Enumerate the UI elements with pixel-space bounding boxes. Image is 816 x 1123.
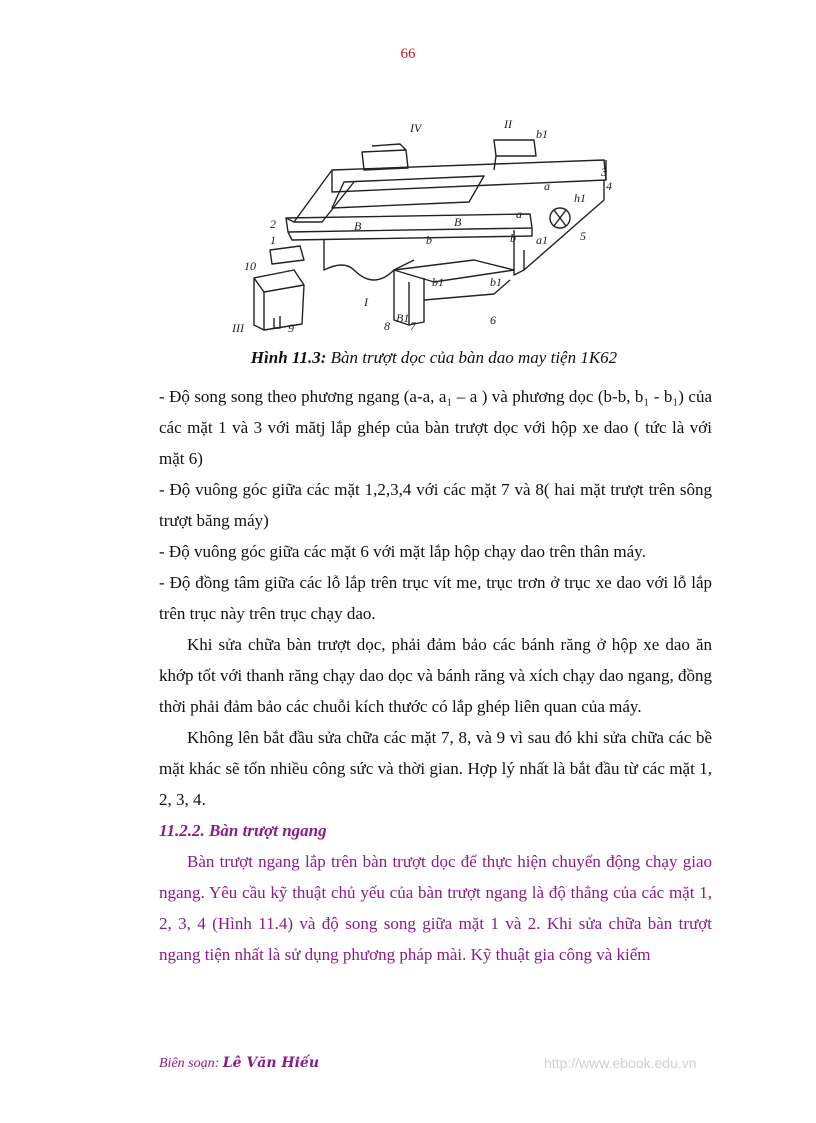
label-7: 7 [410,319,416,333]
label-1: 1 [270,233,276,247]
label-b1-low: b1 [432,275,444,289]
label-a-top: a [544,179,550,193]
paragraph: Khi sửa chữa bàn trượt dọc, phải đảm bảo các bánh răng ở hộp xe dao ăn khớp tốt với thanh răng chạy dao dọc và bánh răng và xích chạy dao ngang, đồng thời phải đảm bảo các chuỗi kích thước có lắp ghép liên quan của máy. [159,635,712,716]
label-b-mid: b [426,233,432,247]
label-5: 5 [580,229,586,243]
footer-url[interactable]: http://www.ebook.edu.vn [544,1055,697,1071]
body-text [159,381,712,970]
label-2: 2 [270,217,276,231]
label-4: 4 [606,179,612,193]
label-h1: h1 [574,191,586,205]
author-label: Biên soạn: [159,1056,223,1071]
label-B-left: B [354,219,362,233]
label-a-mid: a [516,207,522,221]
label-a1: a1 [536,233,548,247]
label-II: II [504,117,512,131]
paragraph: - Độ song song theo phương ngang (a-a, a₁ – a ) và phương dọc (b-b, b₁ - b₁) của các mặt 1 và 3 với mătj lắp ghép của bàn trượt dọc với hộp xe dao ( tức là với mặt 6) [159,387,712,468]
label-b-low: b [510,231,516,245]
paragraph: - Độ đồng tâm giữa các lỗ lắp trên trục vít me, trục trơn ở trục xe dao với lỗ lắp trên trục này trên trục chạy dao. [159,573,712,623]
page-number: 66 [400,46,416,62]
label-6: 6 [490,313,496,327]
label-b1-low2: b1 [490,275,502,289]
label-B-right: B [454,215,462,229]
paragraph: Không lên bắt đầu sửa chữa các mặt 7, 8, và 9 vì sau đó khi sửa chữa các bề mặt khác sẽ tốn nhiều công sức và thời gian. Hợp lý nhất là bắt đầu từ các mặt 1, 2, 3, 4. [159,728,712,809]
label-8: 8 [384,319,390,333]
label-IV: IV [410,121,422,135]
caption-text: Bàn trượt dọc của bàn dao may tiện 1K62 [326,348,618,367]
label-I: I [364,295,368,309]
label-3: 3 [601,165,607,179]
paragraph: - Độ vuông góc giữa các mặt 1,2,3,4 với các mặt 7 và 8( hai mặt trượt trên sông trượt băng máy) [159,480,712,530]
label-B1-low: B1 [396,311,410,325]
label-III: III [232,321,244,335]
label-10: 10 [244,259,256,273]
paragraph: - Độ vuông góc giữa các mặt 6 với mặt lắp hộp chạy dao trên thân máy. [159,542,646,561]
section-paragraph: Bàn trượt ngang lắp trên bàn trượt dọc để thực hiện chuyển động chạy giao ngang. Yêu cầu kỹ thuật chủ yếu của bàn trượt ngang là độ thẳng của các mặt 1, 2, 3, 4 (Hình 11.4) và độ song song giữa mặt 1 và 2. Khi sửa chữa bàn trượt ngang tiện nhất là sử dụng phương pháp mài. Kỹ thuật gia công và kiểm [159,852,712,964]
label-b1-top: b1 [536,127,548,141]
caption-label: Hình 11.3: [250,348,327,367]
label-9: 9 [288,321,294,335]
slide-diagram [214,110,624,345]
section-heading: 11.2.2. Bàn trượt ngang [159,821,327,840]
author-name: Lê Văn Hiếu [222,1055,320,1071]
footer-author [159,1055,319,1072]
figure-caption [0,348,816,368]
